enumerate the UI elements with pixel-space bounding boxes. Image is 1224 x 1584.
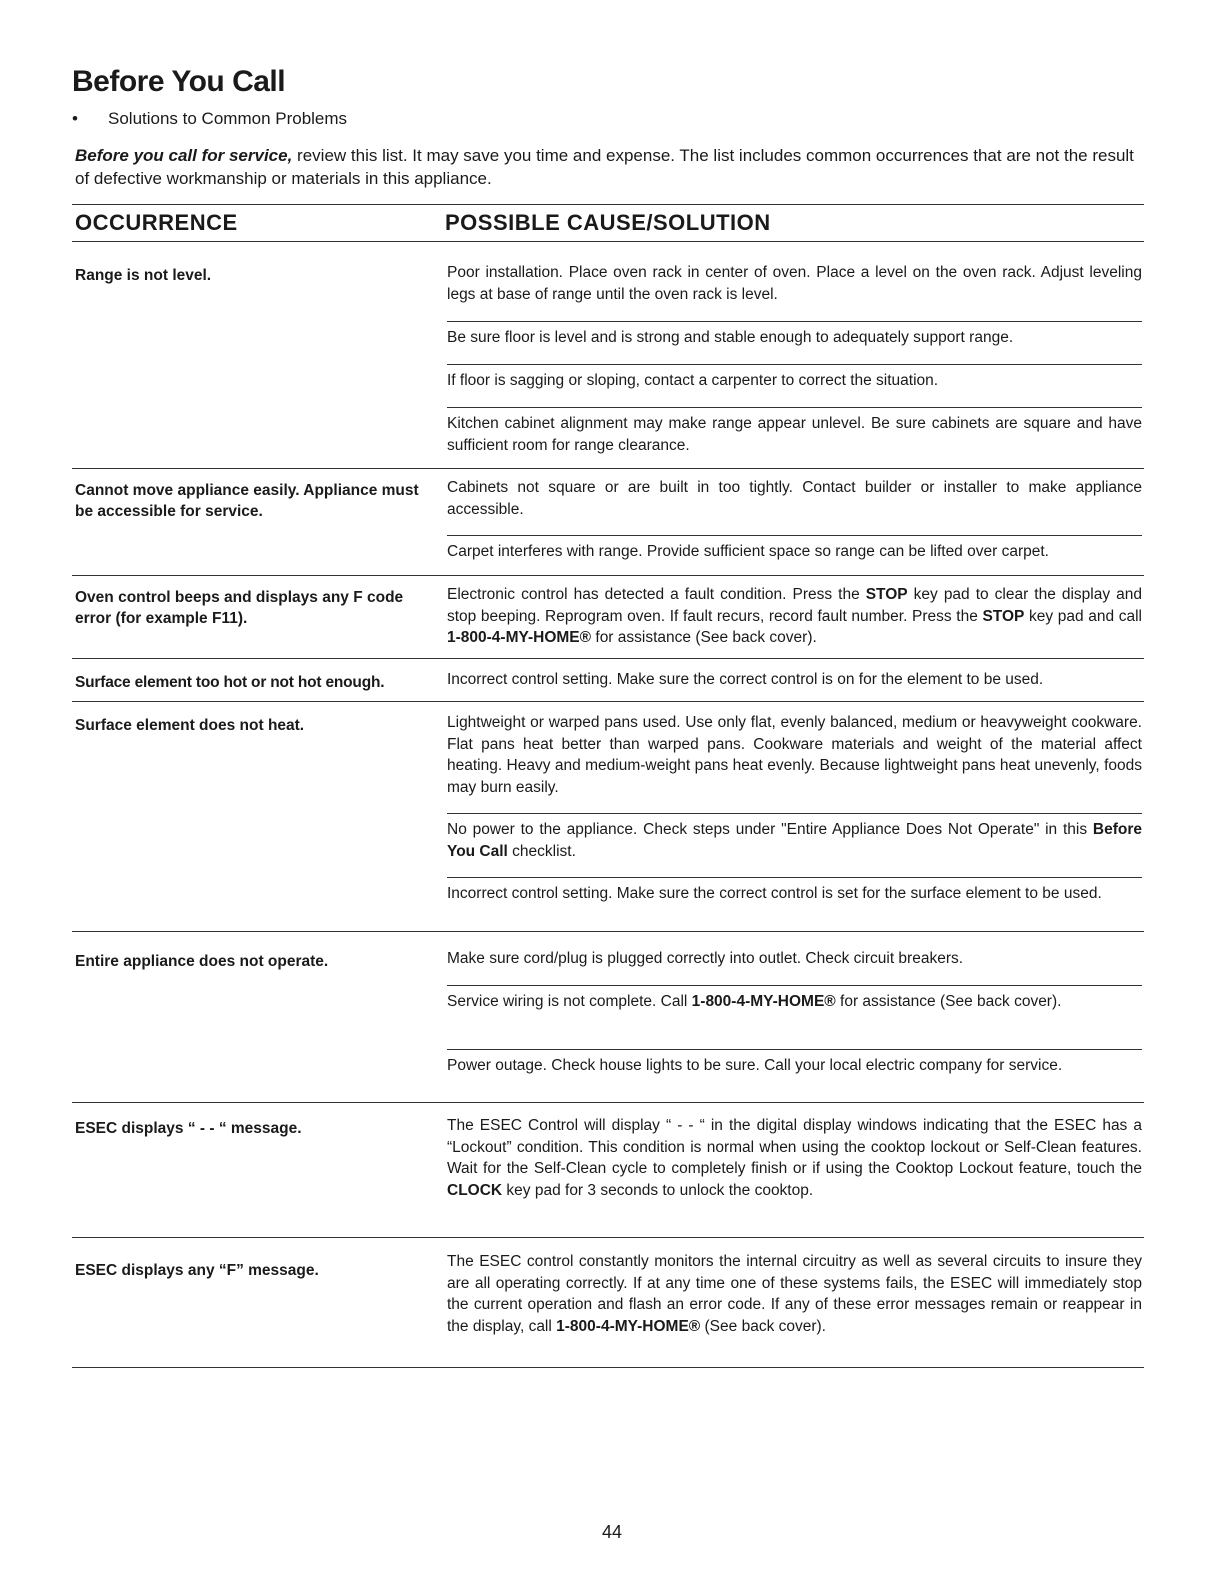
occurrence-label: Cannot move appliance easily. Appliance must be accessible for service. bbox=[75, 482, 419, 520]
solution-text: Power outage. Check house lights to be sure. Call your local electric company for service. bbox=[447, 1049, 1142, 1077]
solution-text: No power to the appliance. Check steps under "Entire Appliance Does Not Operate" in this Before You Call checklist. bbox=[447, 813, 1142, 862]
page-title: Before You Call bbox=[72, 65, 286, 98]
table-row bbox=[72, 240, 1144, 469]
occurrence-label: ESEC displays any “F” message. bbox=[75, 1262, 319, 1279]
solution-text: The ESEC control constantly monitors the internal circuitry as well as several circuits to insure they are all operating correctly. If at any time one of these systems fails, the ESEC will immediately stop the current operation and flash an error code. If any of these error messages remain or reappear in the display, call 1-800-4-MY-HOME® (See back cover). bbox=[447, 1253, 1142, 1335]
occurrence-label: Entire appliance does not operate. bbox=[75, 953, 329, 970]
occurrence-label: Surface element does not heat. bbox=[75, 717, 305, 734]
solution-text: Poor installation. Place oven rack in center of oven. Place a level on the oven rack. Adjust leveling legs at base of range until the oven rack is level. bbox=[447, 264, 1142, 303]
subtitle bbox=[72, 108, 347, 130]
occurrence-label: Range is not level. bbox=[75, 267, 212, 284]
solution-text: Incorrect control setting. Make sure the correct control is on for the element to be used. bbox=[447, 671, 1044, 688]
occurrence-label: Oven control beeps and displays any F code error (for example F11). bbox=[75, 589, 404, 627]
solution-text: Cabinets not square or are built in too tightly. Contact builder or installer to make appliance accessible. bbox=[447, 479, 1142, 518]
intro-lead: Before you call for service, bbox=[75, 146, 293, 165]
occurrence-column-header: OCCURRENCE bbox=[75, 210, 238, 235]
bullet: • bbox=[72, 109, 78, 128]
solution-text: Carpet interferes with range. Provide sufficient space so range can be lifted over carpet. bbox=[447, 535, 1142, 563]
solution-text: Kitchen cabinet alignment may make range appear unlevel. Be sure cabinets are square and have sufficient room for range clearance. bbox=[447, 407, 1142, 456]
solution-text: Incorrect control setting. Make sure the correct control is set for the surface element to be used. bbox=[447, 877, 1142, 905]
occurrence-label: Surface element too hot or not hot enough. bbox=[75, 674, 385, 691]
table-row bbox=[72, 702, 1144, 932]
page-number: 44 bbox=[601, 1522, 623, 1542]
occurrence-label: ESEC displays “ - - “ message. bbox=[75, 1120, 302, 1137]
column-headers bbox=[72, 204, 1144, 242]
solution-text: Lightweight or warped pans used. Use only flat, evenly balanced, medium or heavyweight cookware. Flat pans heat better than warped pans. Cookware materials and weight of the material affect heating. Heavy and medium-weight pans heat evenly. Because lightweight pans heat unevenly, foods may burn easily. bbox=[447, 714, 1142, 796]
table-row bbox=[72, 932, 1144, 1103]
solution-text: Be sure floor is level and is strong and stable enough to adequately support range. bbox=[447, 321, 1142, 349]
subtitle-text: Solutions to Common Problems bbox=[108, 109, 348, 128]
intro-text: review this list. It may save you time and expense. The list includes common occurrences that are not the result of defective workmanship or materials in this appliance. bbox=[75, 146, 1134, 188]
table-row bbox=[72, 1238, 1144, 1368]
solution-text: Service wiring is not complete. Call 1-800-4-MY-HOME® for assistance (See back cover). bbox=[447, 985, 1142, 1013]
table-row bbox=[72, 659, 1144, 702]
solution-text: The ESEC Control will display “ - - “ in the digital display windows indicating that the ESEC has a “Lockout” condition. This condition is normal when using the cooktop lockout or Self-Clean features. Wait for the Self-Clean cycle to completely finish or if using the Cooktop Lockout feature, touch the CLOCK key pad for 3 seconds to unlock the cooktop. bbox=[447, 1117, 1142, 1199]
solution-text: Make sure cord/plug is plugged correctly into outlet. Check circuit breakers. bbox=[447, 950, 964, 967]
solution-text: If floor is sagging or sloping, contact a carpenter to correct the situation. bbox=[447, 364, 1142, 392]
table-row bbox=[72, 469, 1144, 576]
solution-text: Electronic control has detected a fault condition. Press the STOP key pad to clear the display and stop beeping. Reprogram oven. If fault recurs, record fault number. Press the STOP key pad and call 1-800-4-MY-HOME® for assistance (See back cover). bbox=[447, 586, 1142, 646]
intro-paragraph bbox=[75, 144, 1135, 190]
table-row bbox=[72, 1103, 1144, 1238]
table-row bbox=[72, 576, 1144, 659]
solution-column-header: POSSIBLE CAUSE/SOLUTION bbox=[445, 210, 771, 235]
